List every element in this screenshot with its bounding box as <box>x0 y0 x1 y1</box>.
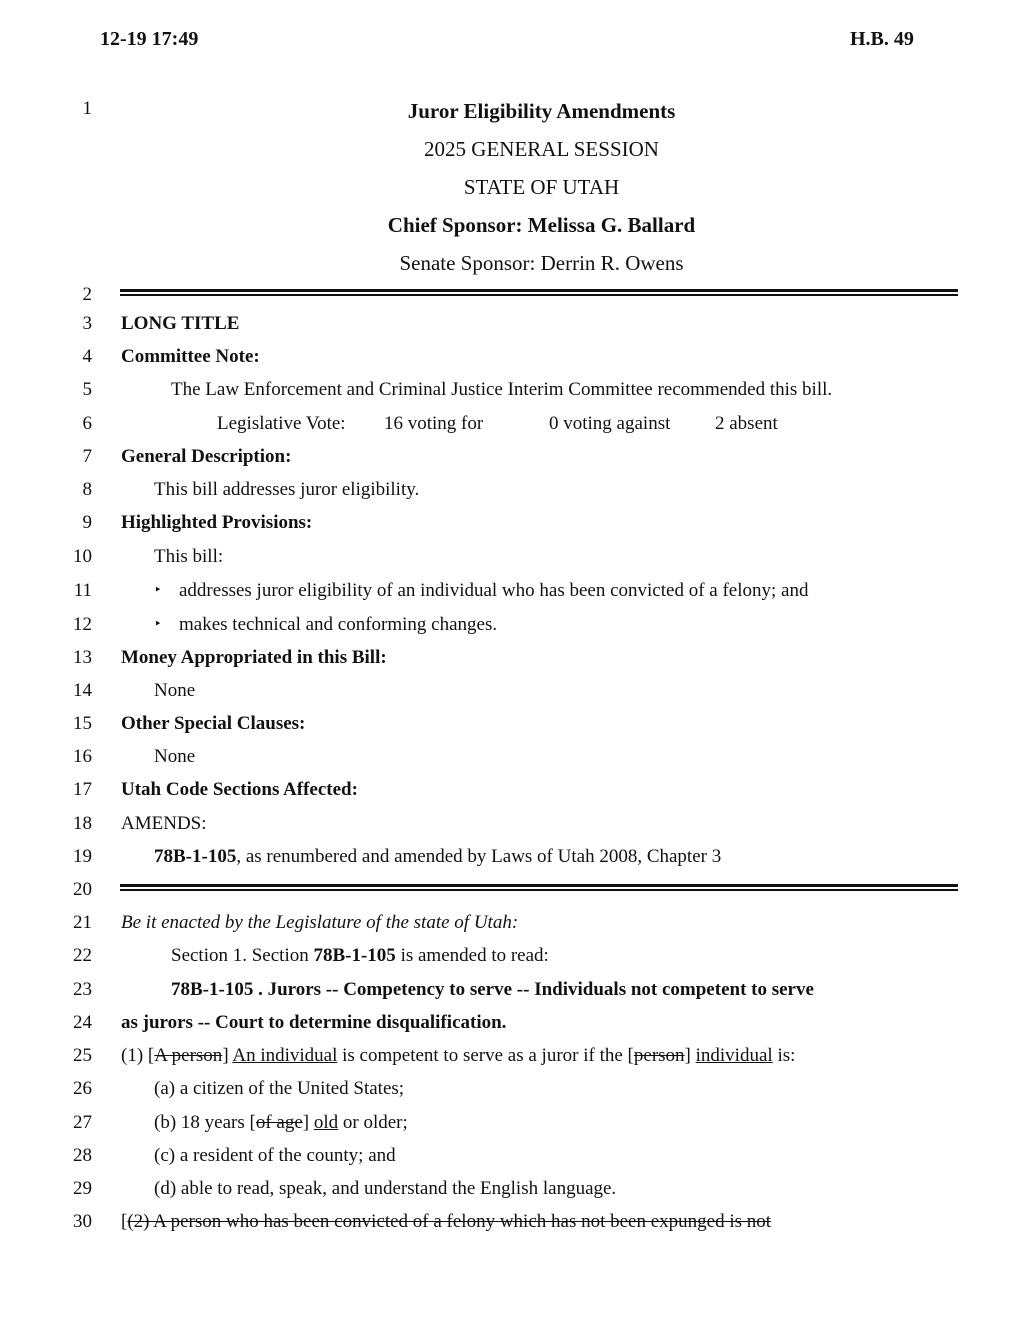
line-number: 12 <box>73 614 92 635</box>
vote-against: 0 voting against <box>549 413 671 434</box>
line-number: 4 <box>82 346 92 367</box>
line-number: 17 <box>73 779 92 800</box>
section-code: 78B-1-105 <box>154 846 237 867</box>
line-number: 28 <box>73 1145 92 1166</box>
line-number: 7 <box>82 446 92 467</box>
long-title-label: LONG TITLE <box>121 313 240 334</box>
item-a: (a) a citizen of the United States; <box>154 1078 405 1099</box>
section-intro: Section 1. Section 78B-1-105 is amended to read: <box>171 945 549 966</box>
line-number: 15 <box>73 713 92 734</box>
line-number: 30 <box>73 1211 92 1232</box>
special-clauses-value: None <box>154 746 196 767</box>
special-clauses-label: Other Special Clauses: <box>121 713 306 734</box>
subsection-2-deleted: [(2) A person who has been convicted of a felony which has not been expunged is not <box>121 1211 772 1232</box>
money-appropriated-value: None <box>154 680 196 701</box>
line-number: 9 <box>82 512 92 533</box>
line-number: 14 <box>73 680 92 701</box>
line-number: 21 <box>73 912 92 933</box>
line-number: 25 <box>73 1045 92 1066</box>
code-sections-label: Utah Code Sections Affected: <box>121 779 358 800</box>
inserted-text: old <box>313 1112 339 1133</box>
bill-title: Juror Eligibility Amendments <box>407 99 676 123</box>
this-bill-text: This bill: <box>154 546 224 567</box>
line-number: 18 <box>73 813 92 834</box>
chief-sponsor: Chief Sponsor: Melissa G. Ballard <box>387 213 696 237</box>
item-c: (c) a resident of the county; and <box>154 1145 396 1166</box>
line-number: 16 <box>73 746 92 767</box>
line-number: 5 <box>82 379 92 400</box>
deleted-text: A person <box>154 1045 223 1066</box>
line-number: 8 <box>82 479 92 500</box>
vote-label: Legislative Vote: <box>217 413 346 434</box>
deleted-text: of age <box>255 1112 303 1133</box>
committee-note-label: Committee Note: <box>121 346 260 367</box>
deleted-text: person <box>633 1045 685 1066</box>
section-heading: 78B-1-105 . Jurors -- Competency to serve -- Individuals not competent to serve <box>171 979 814 1000</box>
deleted-text: (2) A person who has been convicted of a felony which has not been expunged is not <box>127 1211 772 1232</box>
vote-absent: 2 absent <box>715 413 778 434</box>
provision-item <box>154 580 808 602</box>
header-timestamp: 12-19 17:49 <box>100 28 199 50</box>
line-number: 13 <box>73 647 92 668</box>
divider <box>120 889 958 891</box>
enacting-clause: Be it enacted by the Legislature of the state of Utah: <box>121 912 519 933</box>
subsection-1: (1) [A person] An individual is competent to serve as a juror if the [person] individual is: <box>121 1045 796 1066</box>
item-b: (b) 18 years [of age] old or older; <box>154 1112 408 1133</box>
highlighted-provisions-label: Highlighted Provisions: <box>121 512 313 533</box>
amends-label: AMENDS: <box>121 813 207 834</box>
provision-item <box>154 614 497 636</box>
provision-text: makes technical and conforming changes. <box>179 614 498 635</box>
bullet-icon: ‣ <box>154 582 162 597</box>
line-number: 23 <box>73 979 92 1000</box>
bullet-icon: ‣ <box>154 616 162 631</box>
line-number: 3 <box>82 313 92 334</box>
line-number: 27 <box>73 1112 92 1133</box>
provision-text: addresses juror eligibility of an individual who has been convicted of a felony; and <box>179 580 809 601</box>
line-number: 1 <box>82 98 92 119</box>
divider <box>120 294 958 296</box>
general-description-label: General Description: <box>121 446 292 467</box>
line-number: 19 <box>73 846 92 867</box>
line-number: 6 <box>82 413 92 434</box>
divider <box>120 289 958 292</box>
divider <box>120 884 958 887</box>
amended-section <box>154 846 721 868</box>
line-number: 24 <box>73 1012 92 1033</box>
general-description-text: This bill addresses juror eligibility. <box>154 479 420 500</box>
senate-sponsor: Senate Sponsor: Derrin R. Owens <box>399 251 684 275</box>
section-history: , as renumbered and amended by Laws of Utah 2008, Chapter 3 <box>236 846 722 867</box>
line-number: 29 <box>73 1178 92 1199</box>
header-bill-number: H.B. 49 <box>850 28 914 50</box>
line-number: 26 <box>73 1078 92 1099</box>
line-number: 22 <box>73 945 92 966</box>
money-appropriated-label: Money Appropriated in this Bill: <box>121 647 387 668</box>
line-number: 10 <box>73 546 92 567</box>
inserted-text: individual <box>695 1045 773 1066</box>
item-d: (d) able to read, speak, and understand the English language. <box>154 1178 617 1199</box>
line-number: 11 <box>73 580 92 601</box>
committee-note-text: The Law Enforcement and Criminal Justice Interim Committee recommended this bill. <box>171 379 833 400</box>
line-number: 2 <box>82 284 92 305</box>
section-heading-cont: as jurors -- Court to determine disqualification. <box>121 1012 507 1033</box>
inserted-text: An individual <box>232 1045 338 1066</box>
line-number: 20 <box>73 879 92 900</box>
state: STATE OF UTAH <box>463 175 620 199</box>
session: 2025 GENERAL SESSION <box>424 137 659 161</box>
vote-for: 16 voting for <box>384 413 484 434</box>
